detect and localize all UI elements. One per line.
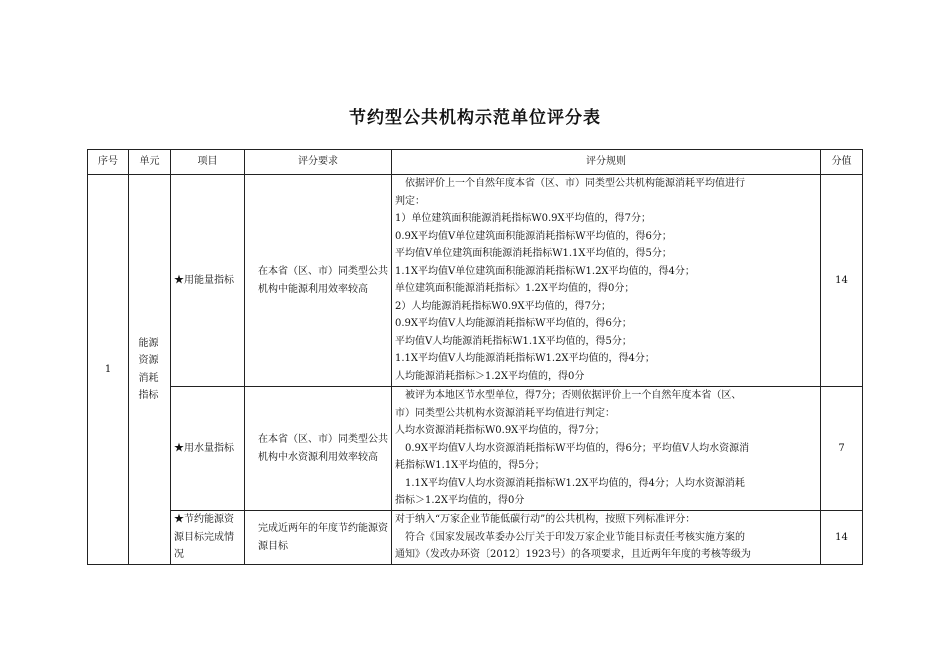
rule-line: 被评为本地区节水型单位，得7分；否则依据评价上一个自然年度本省（区、 [405,390,742,401]
item-energy [171,175,245,387]
rules-energy [392,175,821,387]
rule-line: 判定： [395,195,425,207]
rule-line: 1.1X平均值V人均水资源消耗指标W1.2X平均值的，得4分；人均水资源消耗 [405,477,745,489]
rule-line: 1）单位建筑面积能源消耗指标W0.9X平均值的，得7分； [395,213,652,224]
rule-line: 依据评价上一个自然年度本省（区、市）同类型公共机构能源消耗平均值进行 [405,178,745,189]
item-water [171,387,245,511]
rule-line: 耗指标W1.1X平均值的，得5分； [395,460,545,471]
requirement-energy [245,175,392,387]
table-row [88,175,863,387]
item-target [171,511,245,565]
rule-line: 对于纳入“万家企业节能低碳行动”的公共机构，按照下列标准评分： [395,514,696,525]
score-energy: 14 [821,175,863,387]
item-energy-label: ★用能量指标 [174,274,234,286]
group-index: 1 [88,175,129,565]
rule-line: 市）同类型公共机构水资源消耗平均值进行判定： [395,407,615,419]
requirement-target-text: 完成近两年的年度节约能源资源目标 [258,523,388,552]
table-row [88,511,863,565]
requirement-water-text: 在本省（区、市）同类型公共机构中水资源利用效率较高 [258,434,388,463]
rule-line: 0.9X平均值V人均水资源消耗指标W平均值的，得6分；平均值V人均水资源消 [405,442,750,454]
score-table [87,149,863,565]
score-water: 7 [821,387,863,511]
header-row [88,150,863,175]
requirement-target [245,511,392,565]
rule-line: 人均能源消耗指标＞1.2X平均值的，得0分 [395,370,585,382]
rule-line: 单位建筑面积能源消耗指标〉1.2X平均值的，得0分； [395,283,635,294]
rule-line: 平均值V单位建筑面积能源消耗指标W1.1X平均值的，得5分； [395,248,672,259]
header-item: 项目 [171,150,245,175]
requirement-energy-text: 在本省（区、市）同类型公共机构中能源利用效率较高 [258,266,388,295]
header-score: 分值 [821,150,863,175]
table-row [88,387,863,511]
item-target-label: ★节约能源资源目标完成情况 [174,514,234,561]
rule-line: 1.1X平均值V人均能源消耗指标W1.2X平均值的，得4分； [395,353,655,364]
header-unit: 单元 [129,150,171,175]
page-title: 节约型公共机构示范单位评分表 [349,108,601,128]
group-unit [129,175,171,565]
rules-target [392,511,821,565]
rule-line: 符合《国家发展改革委办公厅关于印发万家企业节能目标责任考核实施方案的 [405,531,745,543]
header-rules: 评分规则 [392,150,821,175]
requirement-water [245,387,392,511]
item-water-label: ★用水量指标 [174,442,234,454]
header-index: 序号 [88,150,129,175]
rule-line: 平均值V人均能源消耗指标W1.1X平均值的，得5分； [395,335,632,347]
rule-line: 1.1X平均值V单位建筑面积能源消耗指标W1.2X平均值的，得4分； [395,265,695,277]
rule-line: 0.9X平均值V人均能源消耗指标W平均值的，得6分； [395,318,632,329]
rule-line: 人均水资源消耗指标W0.9X平均值的，得7分； [395,425,605,436]
group-unit-label: 能源资源消耗指标 [138,337,159,401]
header-requirement: 评分要求 [245,150,392,175]
score-target: 14 [821,511,863,565]
rule-line: 指标＞1.2X平均值的，得0分 [395,495,525,506]
rule-line: 0.9X平均值V单位建筑面积能源消耗指标W平均值的，得6分； [395,230,672,242]
rule-line: 2）人均能源消耗指标W0.9X平均值的，得7分； [395,300,612,312]
rule-line: 通知》（发改办环资〔2012〕1923号）的各项要求，且近两年年度的考核等级为 [395,549,751,560]
rules-water [392,387,821,511]
